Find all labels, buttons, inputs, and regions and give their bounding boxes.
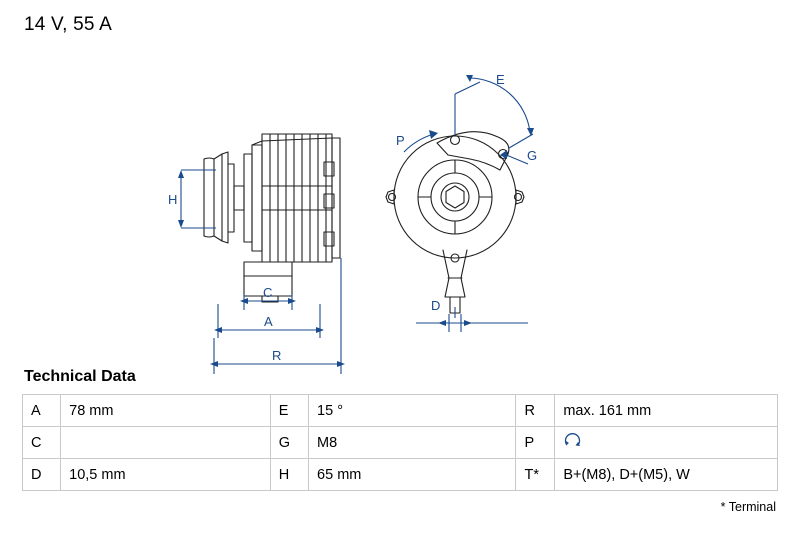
page-title: 14 V, 55 A [24,14,112,35]
tech-value: B+(M8), D+(M5), W [555,459,778,491]
tech-key: R [516,395,555,427]
tech-value: 65 mm [309,459,516,491]
dimension-label-C: C [263,285,273,300]
dimension-label-H: H [168,192,178,207]
tech-value: max. 161 mm [555,395,778,427]
technical-data-table [22,394,778,491]
tech-key: H [270,459,308,491]
tech-key: C [23,427,61,459]
dimension-label-D: D [431,298,441,313]
terminal-footnote: * Terminal [720,500,776,514]
tech-value: M8 [309,427,516,459]
rotation-direction-icon [563,432,585,454]
dimension-label-P: P [396,133,405,148]
tech-key: T* [516,459,555,491]
alternator-technical-drawing [0,42,800,363]
table-row [23,459,778,491]
dimension-label-E: E [496,72,505,87]
dimension-label-R: R [272,348,282,363]
tech-key: G [270,427,308,459]
tech-key: A [23,395,61,427]
dimension-label-A: A [264,314,273,329]
tech-key: E [270,395,308,427]
tech-key: D [23,459,61,491]
tech-key: P [516,427,555,459]
tech-value: 78 mm [61,395,271,427]
tech-value: 15 ° [309,395,516,427]
tech-value [61,427,271,459]
table-row [23,395,778,427]
dimension-label-G: G [527,148,538,163]
tech-value: 10,5 mm [61,459,271,491]
table-row [23,427,778,459]
tech-value-rotation [555,427,778,459]
technical-data-heading: Technical Data [24,368,136,385]
